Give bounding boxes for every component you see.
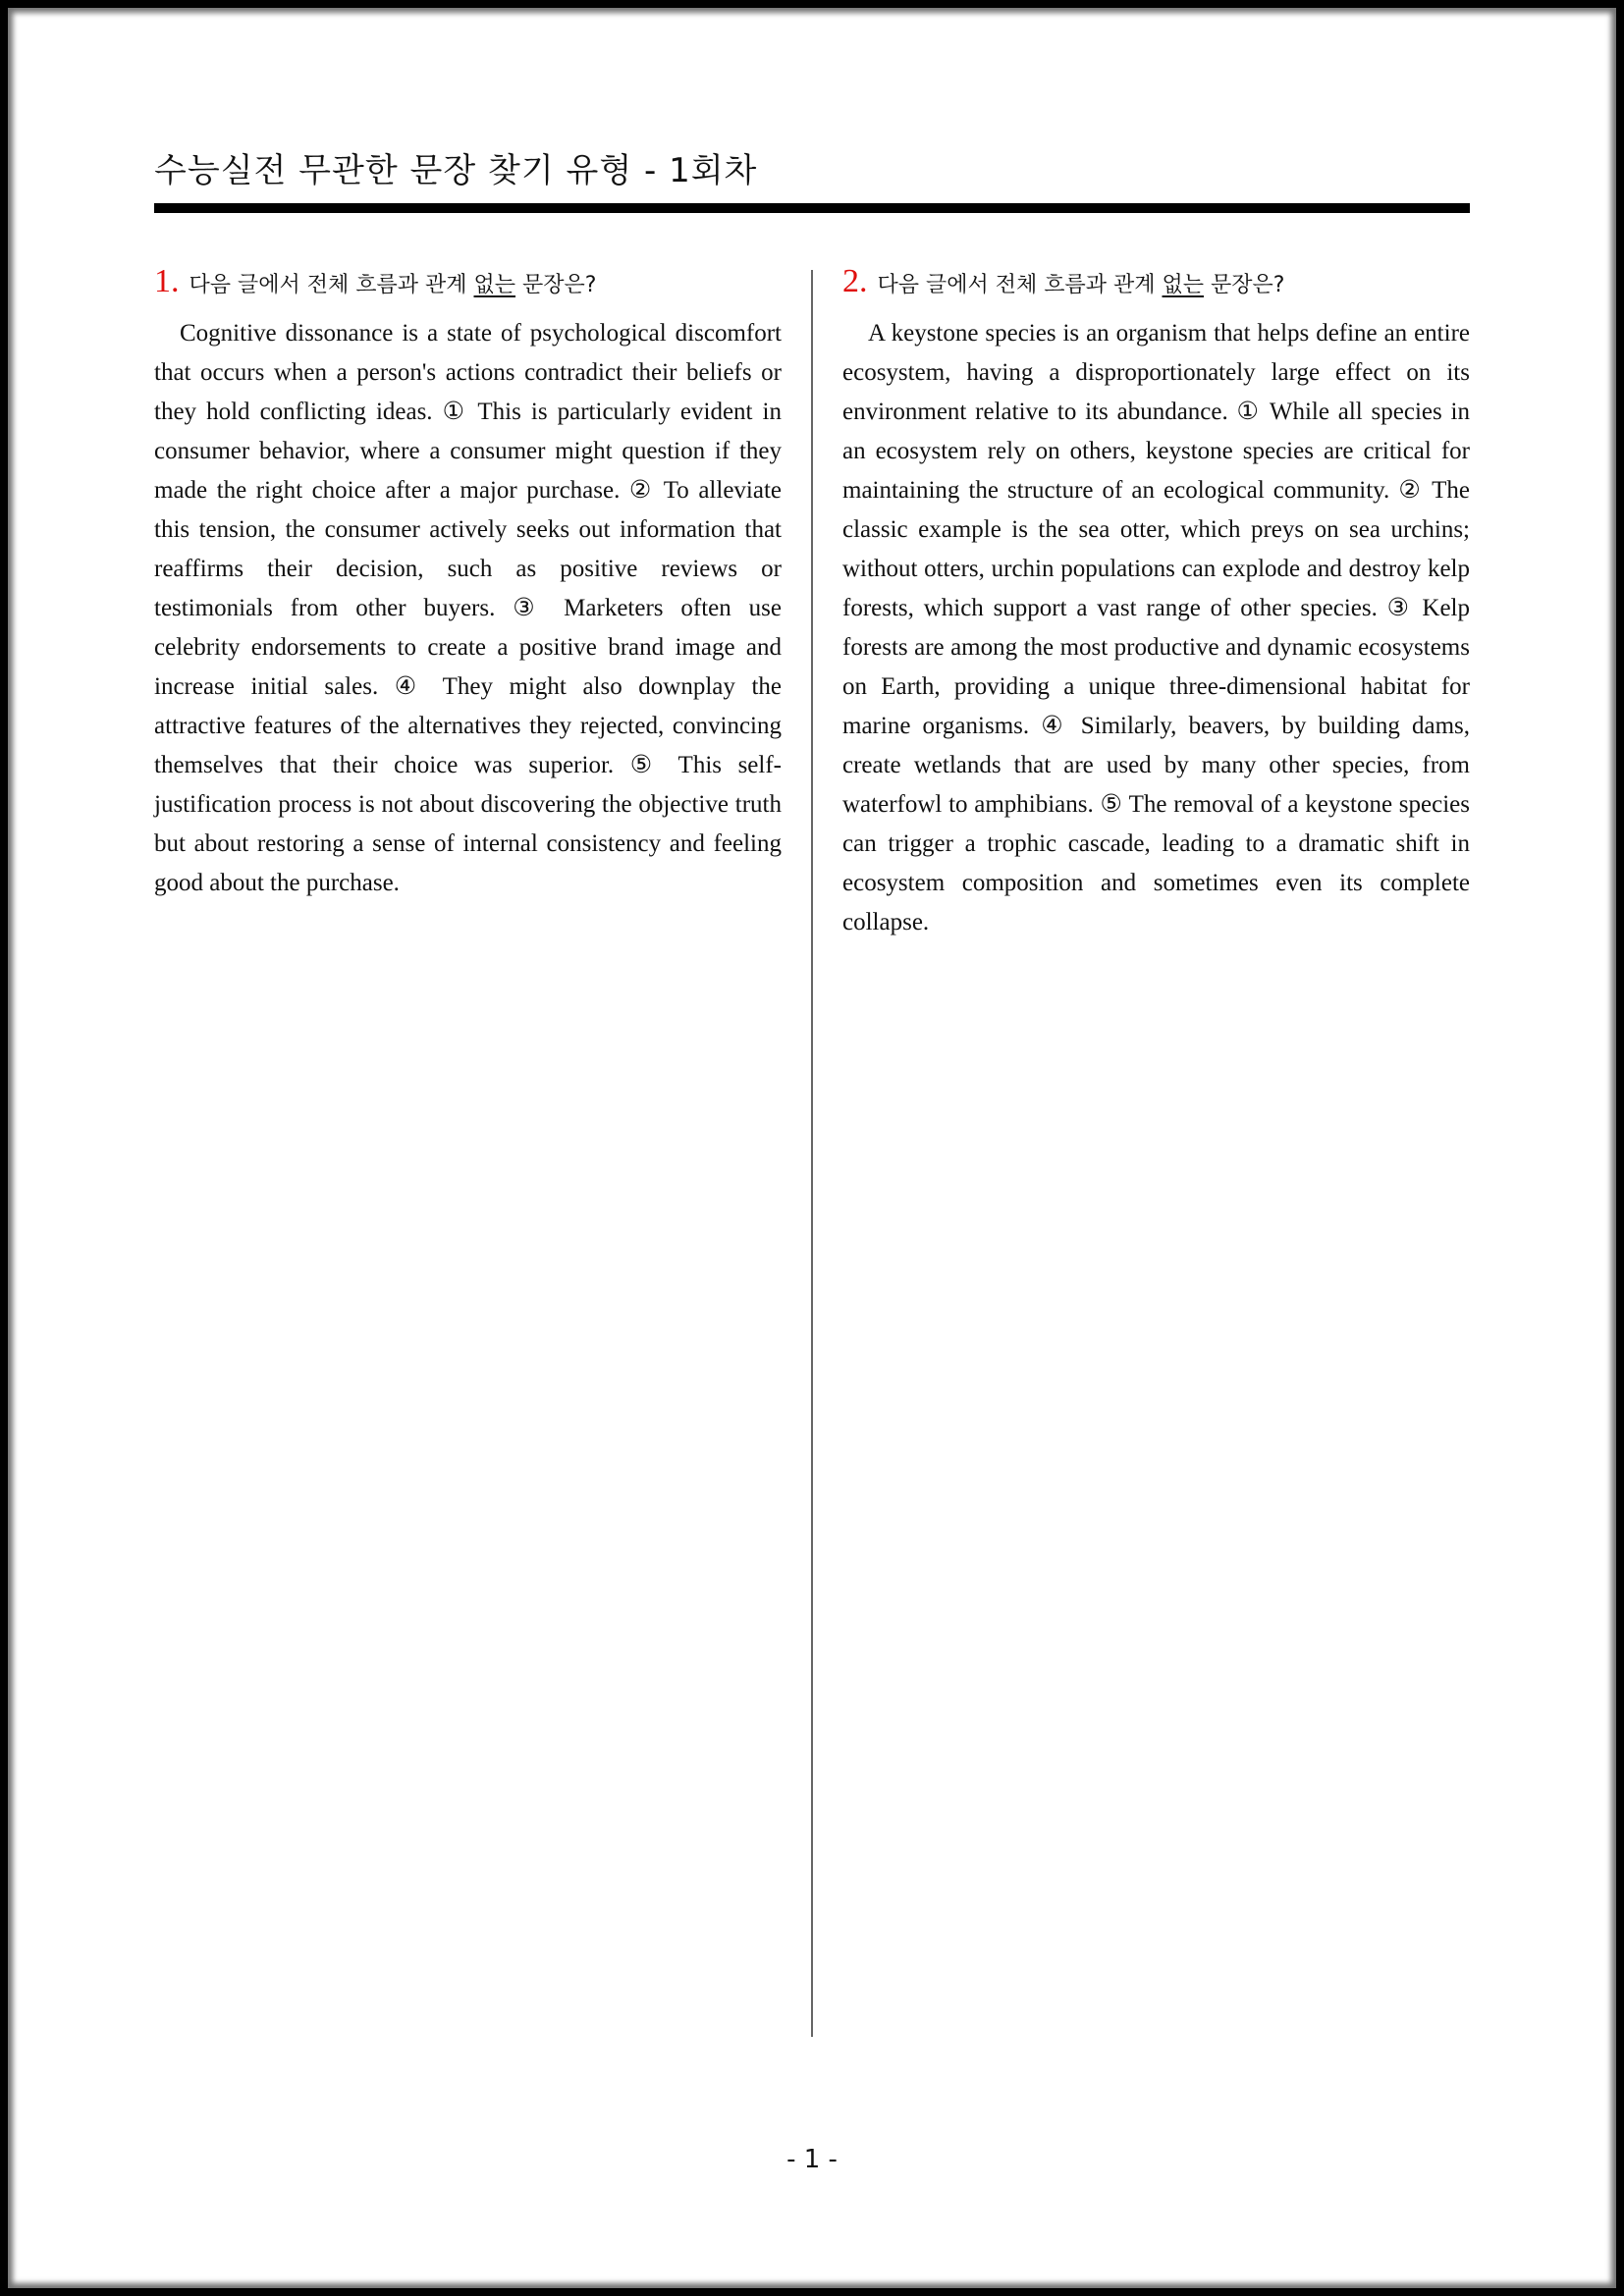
question-passage: Cognitive dissonance is a state of psychological discomfort that occurs when a person's actions contradict their beliefs or they hold conflicting ideas. ① This is particularly evident in consumer behavior, where a consumer might question if they made the right choice after a major purchase. ② To alleviate this tension, the consumer actively seeks out information that reaffirms their decision, such as positive reviews or testimonials from other buyers. ③ Marketers often use celebrity endorsements to create a positive brand image and increase initial sales. ④ They might also downplay the attractive features of the alternatives they rejected, convincing themselves that their choice was superior. ⑤ This self-justification process is not about discovering the objective truth but about restoring a sense of internal consistency and feeling good about the purchase. <box>154 320 782 896</box>
prompt-text-end: 문장은? <box>515 273 597 297</box>
prompt-underlined: 없는 <box>473 273 516 297</box>
column-divider <box>811 270 813 2037</box>
question-1 <box>154 263 782 903</box>
question-2 <box>842 263 1470 942</box>
prompt-text: 다음 글에서 전체 흐름과 관계 <box>189 273 474 297</box>
question-number: 2. <box>842 263 868 299</box>
question-header <box>842 263 1470 300</box>
question-prompt <box>878 268 1285 298</box>
prompt-underlined: 없는 <box>1162 273 1205 297</box>
question-header <box>154 263 782 300</box>
question-prompt <box>189 268 597 298</box>
question-passage: A keystone species is an organism that helps define an entire ecosystem, having a disproportionately large effect on its environment relative to its abundance. ① While all species in an ecosystem rely on others, keystone species are critical for maintaining the structure of an ecological community. ② The classic example is the sea otter, which preys on sea urchins; without otters, urchin populations can explode and destroy kelp forests, which support a vast range of other species. ③ Kelp forests are among the most productive and dynamic ecosystems on Earth, providing a unique three-dimensional habitat for marine organisms. ④ Similarly, beavers, by building dams, create wetlands that are used by many other species, from waterfowl to amphibians. ⑤ The removal of a keystone species can trigger a trophic cascade, leading to a dramatic shift in ecosystem composition and sometimes even its complete collapse. <box>842 320 1470 935</box>
page-title: 수능실전 무관한 문장 찾기 유형 - 1회차 <box>154 151 758 190</box>
page-number: - 1 - <box>786 2145 838 2174</box>
prompt-text: 다음 글에서 전체 흐름과 관계 <box>877 273 1163 297</box>
title-rule <box>154 203 1470 213</box>
question-number: 1. <box>154 263 180 299</box>
prompt-text-end: 문장은? <box>1204 273 1285 297</box>
